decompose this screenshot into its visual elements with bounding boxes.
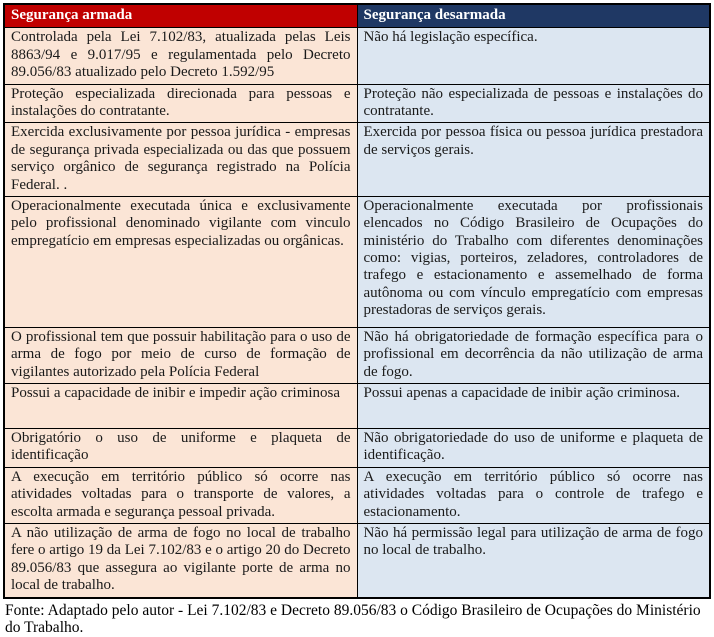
table-row bbox=[4, 123, 710, 197]
cell-unarmed-uniform: Não obrigatoriedade do uso de uniforme e plaqueta de identificação. bbox=[357, 429, 710, 468]
table-row bbox=[4, 28, 710, 84]
cell-armed-provider: Exercida exclusivamente por pessoa jurídica - empresas de segurança privada especializada ou das que possuem serviço orgânico de segurança registrado na Polícia Federal. . bbox=[4, 123, 357, 197]
cell-armed-legislation: Controlada pela Lei 7.102/83, atualizada pelas Leis 8863/94 e 9.017/95 e regulamentada pelo Decreto 89.056/83 atualizado pelo Decreto 1.592/95 bbox=[4, 28, 357, 84]
column-header-unarmed-security: Segurança desarmada bbox=[357, 4, 710, 28]
table-header-row bbox=[4, 4, 710, 28]
cell-unarmed-training: Não há obrigatoriedade de formação específica para o profissional em decorrência da não utilização de arma de fogo. bbox=[357, 327, 710, 383]
cell-unarmed-firearm-workplace: Não há permissão legal para utilização de arma de fogo no local de trabalho. bbox=[357, 524, 710, 598]
cell-unarmed-operation: Operacionalmente executada por profissionais elencados no Código Brasileiro de Ocupações do ministério do Trabalho com diferentes denominações como: vigias, porteiros, zeladores, controladores de trafego e estacionamento e assemelhado de forma autônoma ou com vínculo empregatício com empresas prestadoras de serviços gerais. bbox=[357, 196, 710, 327]
cell-armed-protection: Proteção especializada direcionada para pessoas e instalações do contratante. bbox=[4, 84, 357, 123]
cell-unarmed-protection: Proteção não especializada de pessoas e instalações do contratante. bbox=[357, 84, 710, 123]
cell-unarmed-legislation: Não há legislação específica. bbox=[357, 28, 710, 84]
security-comparison-table bbox=[3, 3, 711, 599]
table-row bbox=[4, 196, 710, 327]
table-row bbox=[4, 84, 710, 123]
cell-armed-capability: Possui a capacidade de inibir e impedir ação criminosa bbox=[4, 384, 357, 429]
table-row bbox=[4, 327, 710, 383]
column-header-armed-security: Segurança armada bbox=[4, 4, 357, 28]
cell-armed-public-territory: A execução em território público só ocorre nas atividades voltadas para o transporte de valores, a escolta armada e segurança pessoal privada. bbox=[4, 467, 357, 523]
table-row bbox=[4, 467, 710, 523]
cell-armed-firearm-workplace: A não utilização de arma de fogo no local de trabalho fere o artigo 19 da Lei 7.102/83 e o artigo 20 do Decreto 89.056/83 que assegura ao vigilante porte de arma no local de trabalho. bbox=[4, 524, 357, 598]
table-row bbox=[4, 524, 710, 598]
cell-unarmed-provider: Exercida por pessoa física ou pessoa jurídica prestadora de serviços gerais. bbox=[357, 123, 710, 197]
table-row bbox=[4, 384, 710, 429]
cell-armed-operation: Operacionalmente executada única e exclusivamente pelo profissional denominado vigilante com vinculo empregatício em empresas especializadas ou orgânicas. bbox=[4, 196, 357, 327]
table-row bbox=[4, 429, 710, 468]
cell-unarmed-capability: Possui apenas a capacidade de inibir ação criminosa. bbox=[357, 384, 710, 429]
source-note: Fonte: Adaptado pelo autor - Lei 7.102/83 e Decreto 89.056/83 o Código Brasileiro de Ocupações do Ministério do Trabalho. bbox=[5, 601, 701, 637]
cell-armed-training: O profissional tem que possuir habilitação para o uso de arma de fogo por meio de curso de formação de vigilantes autorizado pela Polícia Federal bbox=[4, 327, 357, 383]
cell-unarmed-public-territory: A execução em território público só ocorre nas atividades voltadas para o controle de trafego e estacionamento. bbox=[357, 467, 710, 523]
cell-armed-uniform: Obrigatório o uso de uniforme e plaqueta de identificação bbox=[4, 429, 357, 468]
